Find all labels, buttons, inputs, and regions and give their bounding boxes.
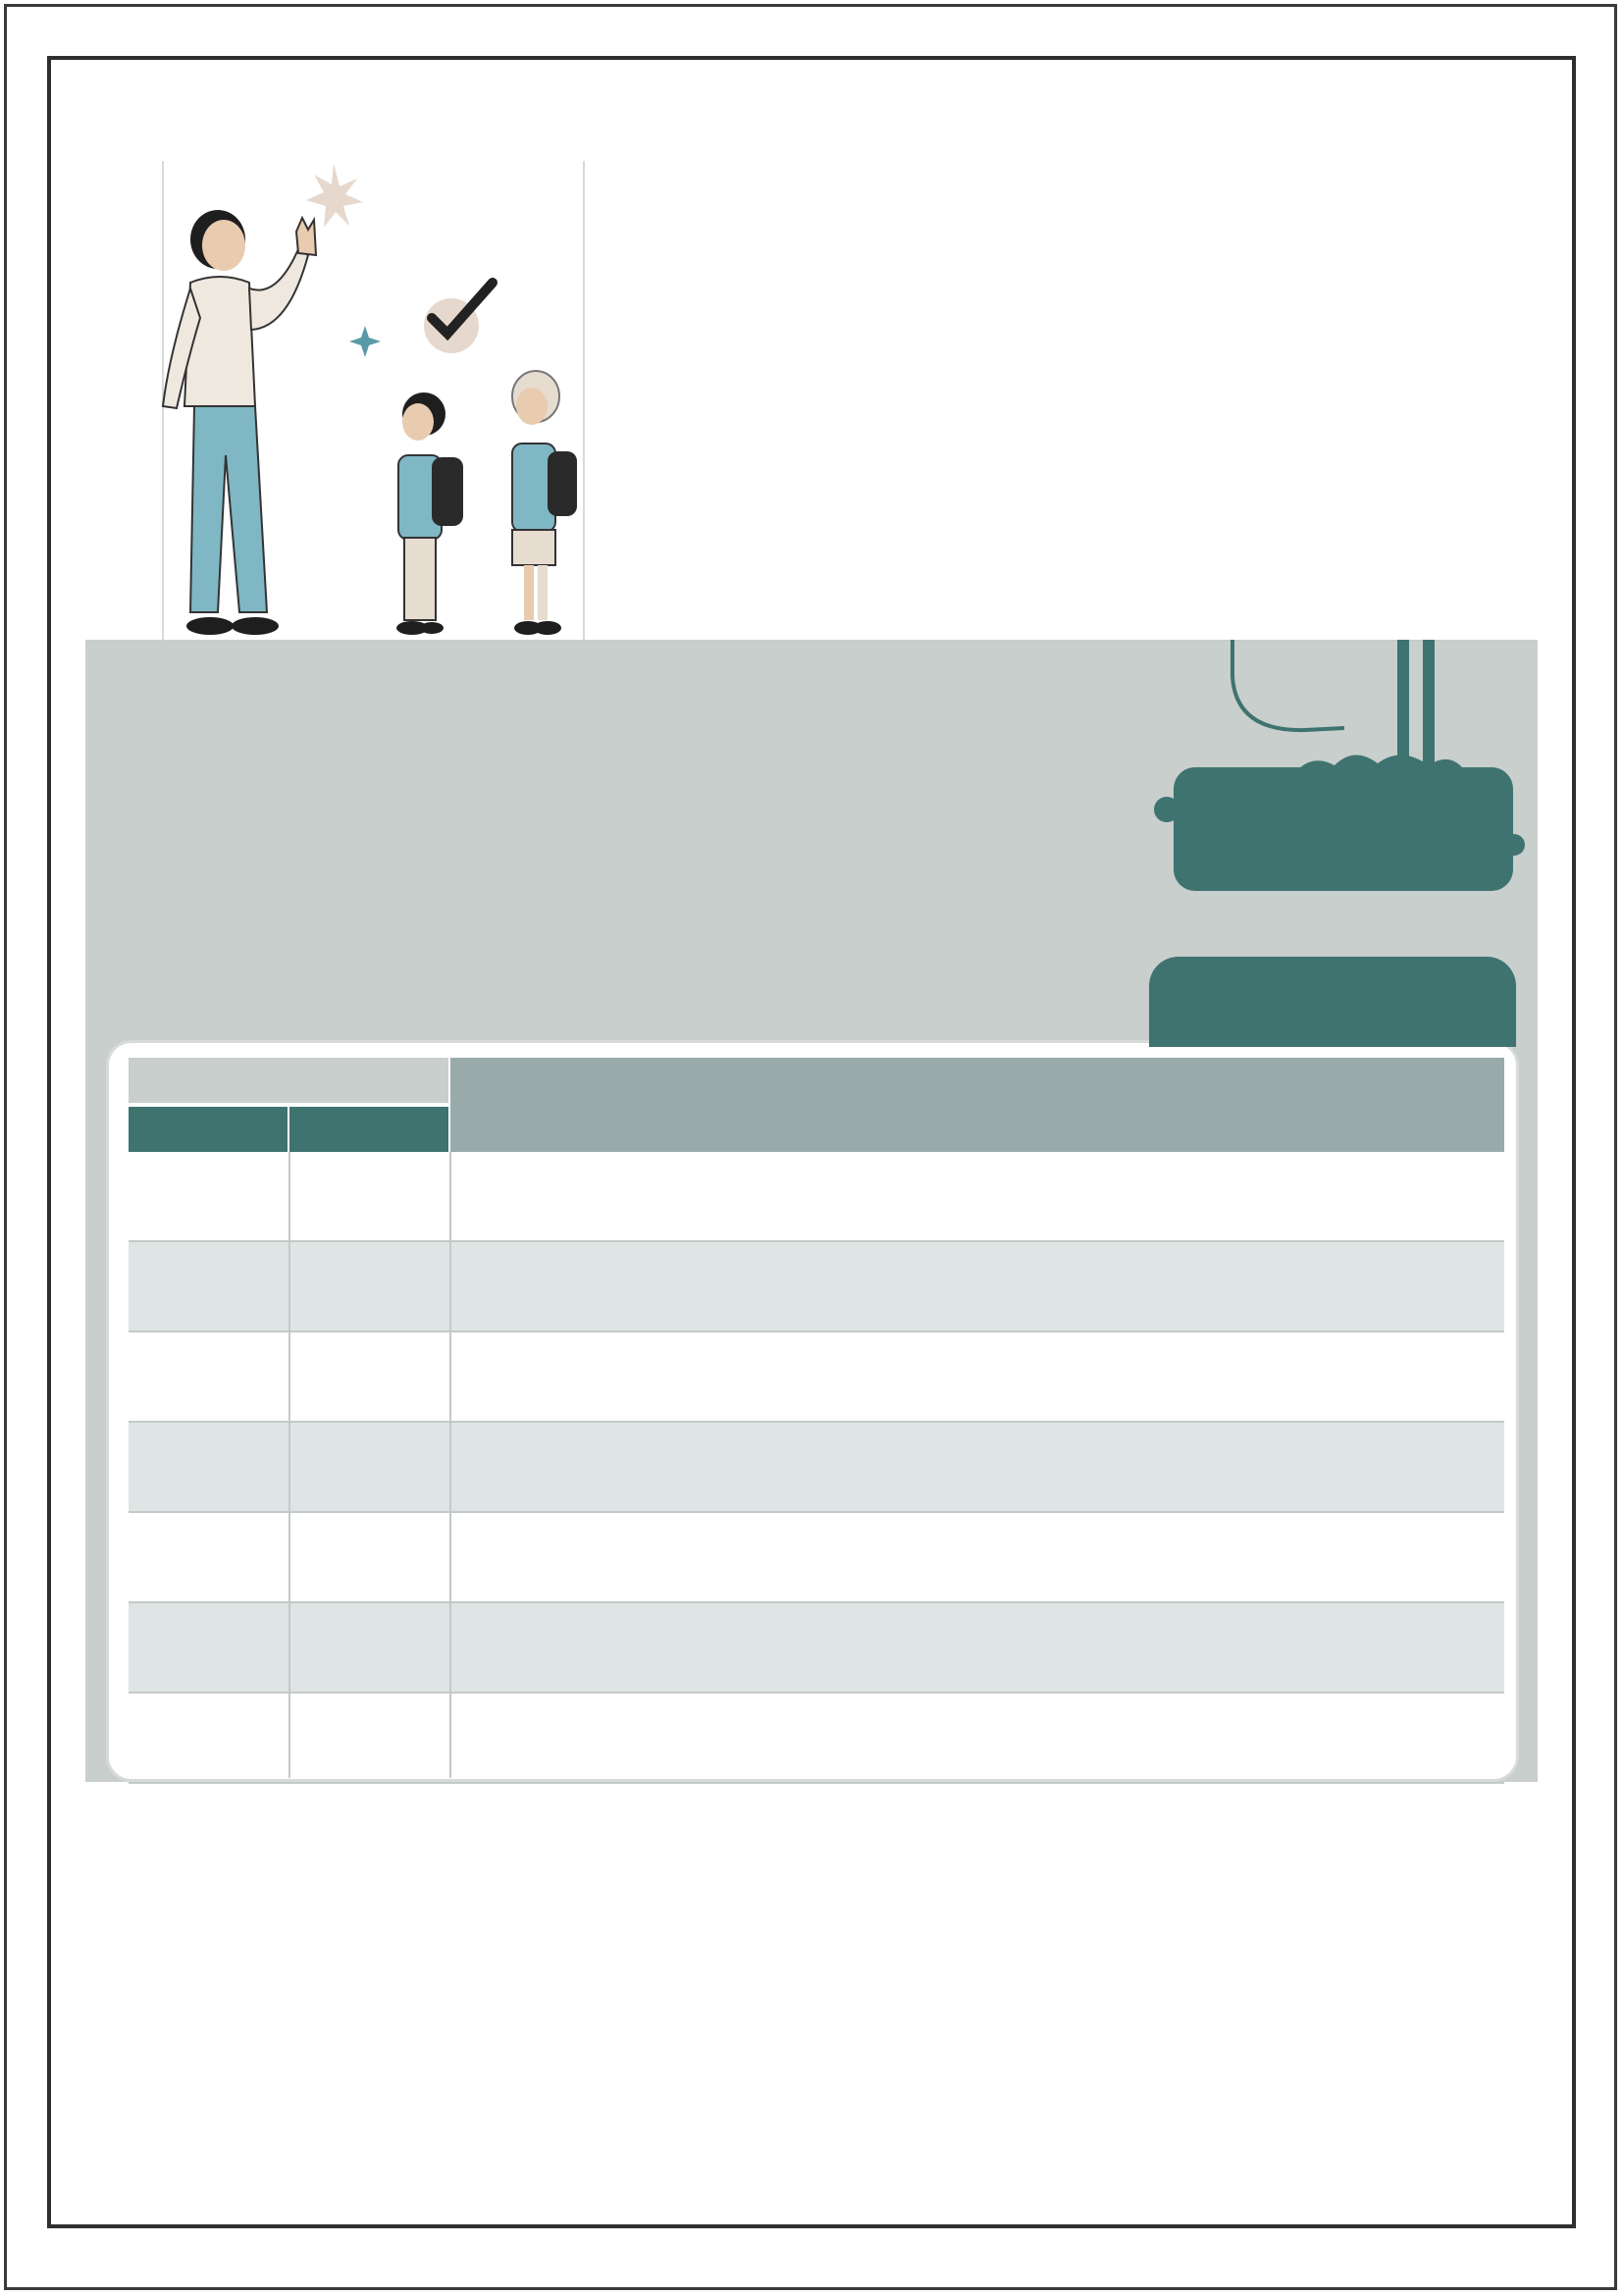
table-row: [129, 1513, 1504, 1603]
table-row: [129, 1332, 1504, 1423]
not-mastered-column-header: [129, 1107, 288, 1152]
skill-text: [450, 1513, 1504, 1601]
table-row: [129, 1603, 1504, 1694]
table-row: [129, 1152, 1504, 1242]
table-row: [129, 1694, 1504, 1784]
table-row: [129, 1423, 1504, 1513]
skill-text: [450, 1603, 1504, 1692]
table-body: [129, 1152, 1504, 1784]
rating-stars[interactable]: [683, 432, 1335, 536]
skill-text: [450, 1152, 1504, 1240]
teacher-students-illustration: [161, 161, 586, 640]
skill-text: [450, 1332, 1504, 1421]
border-left-triangles: [10, 69, 41, 2237]
table-header: [129, 1058, 1504, 1152]
border-right-triangles: [1582, 69, 1613, 2237]
border-bottom-triangles: [29, 2247, 1599, 2280]
mastered-column-header: [289, 1107, 448, 1152]
mastery-level-header: [129, 1058, 448, 1103]
skill-text: [450, 1694, 1504, 1782]
skills-table: [129, 1058, 1504, 1784]
table-row: [129, 1242, 1504, 1332]
column-divider: [288, 1152, 290, 1778]
skill-text: [450, 1423, 1504, 1511]
column-divider: [449, 1152, 451, 1778]
border-top-triangles: [29, 14, 1599, 47]
skill-text: [450, 1242, 1504, 1331]
skills-table-title: [1149, 957, 1516, 1047]
closing-title: [1174, 767, 1513, 891]
skill-column-header: [450, 1058, 1504, 1152]
